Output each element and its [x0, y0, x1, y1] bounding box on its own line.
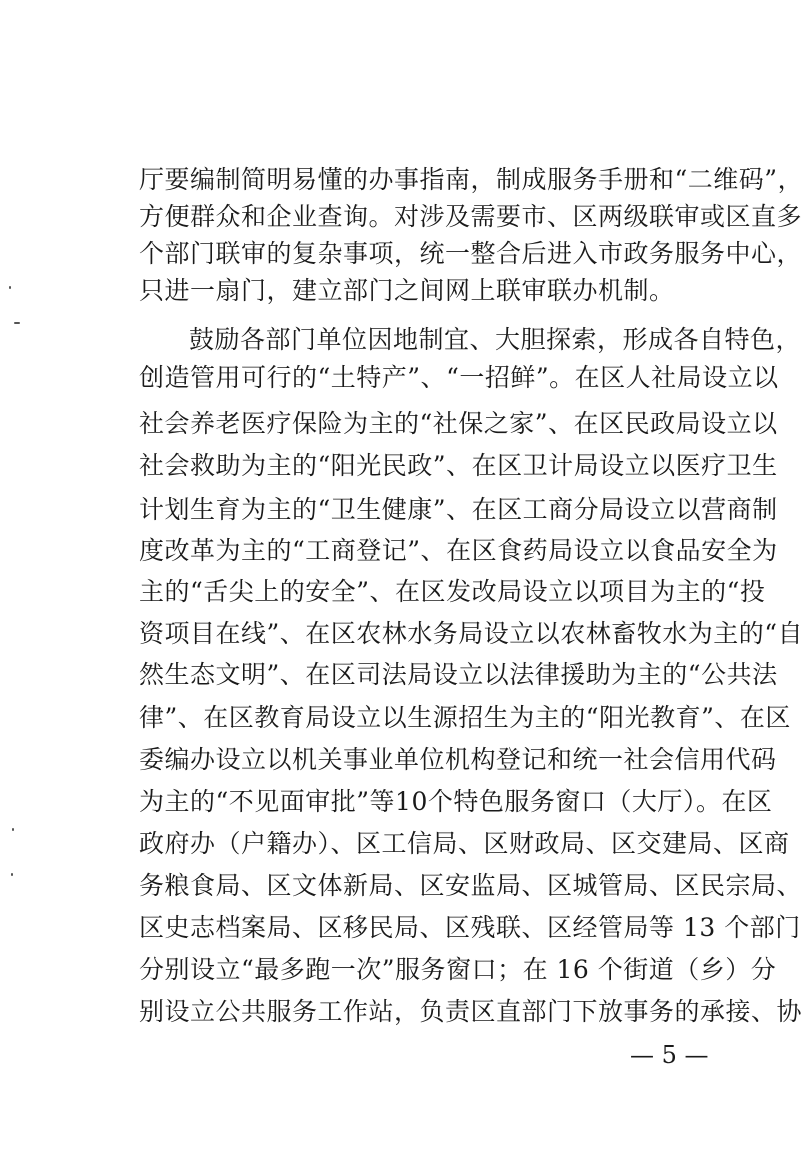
- scan-mark: [11, 873, 13, 876]
- text-line-7: 社会养老医疗保险为主的“社保之家”、在区民政局设立以: [139, 409, 778, 438]
- text-line-5: 鼓励各部门单位因地制宜、大胆探索，形成各自特色，: [189, 325, 802, 354]
- text-line-12: 资项目在线”、在区农林水务局设立以农林畜牧水为主的“自: [139, 619, 803, 648]
- scan-mark: [14, 322, 20, 324]
- text-line-10: 度改革为主的“工商登记”、在区食药局设立以食品安全为: [139, 536, 778, 565]
- text-line-17: 政府办（户籍办）、区工信局、区财政局、区交建局、区商: [139, 829, 790, 858]
- text-line-19: 区史志档案局、区移民局、区残联、区经管局等 13 个部门: [139, 913, 801, 942]
- scan-mark: [9, 286, 11, 289]
- text-line-3: 个部门联审的复杂事项，统一整合后进入市政务服务中心，: [139, 239, 803, 268]
- text-line-11: 主的“舌尖上的安全”、在区发改局设立以项目为主的“投: [139, 577, 766, 606]
- text-line-13: 然生态文明”、在区司法局设立以法律援助为主的“公共法: [139, 660, 778, 689]
- text-line-21: 别设立公共服务工作站，负责区直部门下放事务的承接、协: [139, 997, 803, 1026]
- text-line-18: 务粮食局、区文体新局、区安监局、区城管局、区民宗局、: [139, 871, 803, 900]
- text-line-16: 为主的“不见面审批”等10个特色服务窗口（大厅）。在区: [139, 787, 773, 816]
- text-line-15: 委编办设立以机关事业单位机构登记和统一社会信用代码: [139, 745, 777, 774]
- page-number: — 5 —: [630, 1041, 709, 1069]
- text-line-14: 律”、在区教育局设立以生源招生为主的“阳光教育”、在区: [139, 703, 791, 732]
- scan-mark: [12, 828, 14, 831]
- text-line-8: 社会救助为主的“阳光民政”、在区卫计局设立以医疗卫生: [139, 451, 778, 480]
- text-line-6: 创造管用可行的“土特产”、“一招鲜”。在区人社局设立以: [139, 363, 779, 392]
- text-line-1: 厅要编制简明易懂的办事指南，制成服务手册和“二维码”，: [139, 165, 803, 194]
- text-line-9: 计划生育为主的“卫生健康”、在区工商分局设立以营商制: [139, 495, 778, 524]
- text-line-20: 分别设立“最多跑一次”服务窗口；在 16 个街道（乡）分: [139, 955, 777, 984]
- text-line-2: 方便群众和企业查询。对涉及需要市、区两级联审或区直多: [139, 202, 803, 231]
- text-line-4: 只进一扇门，建立部门之间网上联审联办机制。: [139, 276, 675, 305]
